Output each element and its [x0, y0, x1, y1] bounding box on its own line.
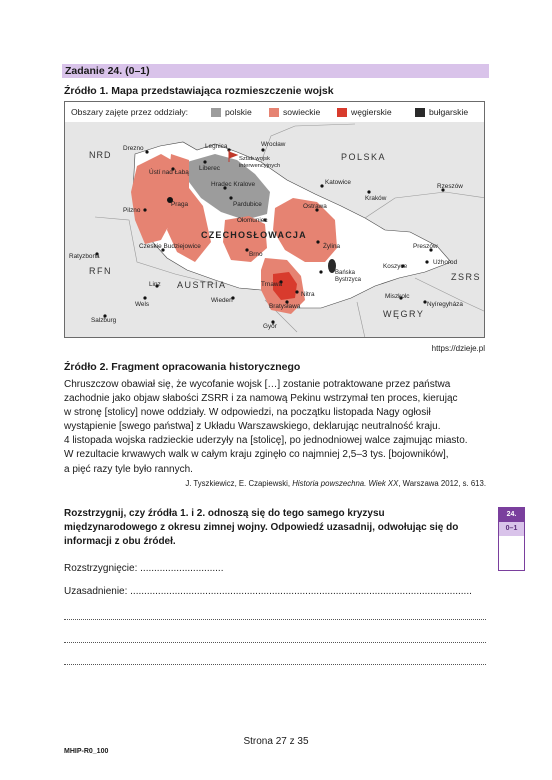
citation-rest: , Warszawa 2012, s. 613.: [398, 479, 486, 488]
source2-text: [64, 378, 488, 477]
city-label: Miszkolc: [385, 293, 410, 300]
city-label: Ratyzbona: [69, 253, 100, 260]
city-label: Győr: [263, 323, 277, 330]
legend-bulgarian: bułgarskie: [429, 107, 469, 117]
city-label: Praga: [171, 201, 189, 208]
city-label: Koszyce: [383, 263, 408, 270]
city-label: Hradec Kralove: [211, 181, 256, 188]
city-label: Pilzno: [123, 207, 141, 214]
city-label: Wels: [135, 301, 150, 308]
score-box: [498, 507, 525, 571]
country-label: POLSKA: [341, 152, 387, 162]
city-label: Nitra: [301, 291, 315, 298]
justification-field[interactable]: Uzasadnienie: ...........................................................................................................................: [64, 586, 472, 597]
city-label: Wiedeń: [211, 297, 233, 304]
city-label: Brno: [249, 251, 263, 258]
country-label: ZSRS: [451, 272, 482, 282]
text-line: a pięć razy tyle było rannych.: [64, 463, 193, 475]
text-line: w stronę [stolicy] nowe oddziały. W odpowiedzi, na początku listopada Nagy ogłosił: [64, 407, 431, 419]
legend-hungarian: węgierskie: [351, 107, 392, 117]
city-label: interwencyjnych: [239, 163, 281, 169]
city-label: Linz: [149, 281, 161, 288]
task-header: Zadanie 24. (0–1): [62, 64, 489, 78]
answer-dotted-line[interactable]: [64, 642, 486, 643]
troop-map: [64, 101, 485, 338]
text-line: 4 listopada wojska radzieckie uderzyły na [stolicę], po jednodniowej walce zajmując miasto.: [64, 435, 468, 447]
score-range: 0–1: [499, 522, 524, 536]
country-label: RFN: [89, 266, 112, 276]
answer-dotted-line[interactable]: [64, 619, 486, 620]
city-label: Preszów: [413, 243, 438, 250]
question-line: informacji z obu źródeł.: [64, 536, 176, 547]
country-label: NRD: [89, 150, 112, 160]
legend-title: Obszary zajęte przez oddziały:: [71, 107, 189, 117]
city-label: Liberec: [199, 165, 220, 172]
city-label: Czeskie Budziejowice: [139, 243, 201, 250]
source1-heading: Źródło 1. Mapa przedstawiająca rozmieszczenie wojsk: [64, 85, 334, 97]
source2-heading: Źródło 2. Fragment opracowania historycznego: [64, 361, 301, 373]
city-label: Drezno: [123, 145, 144, 152]
text-line: zachodnie jako objaw słabości ZSRR i za namową Pekinu wstrzymał ten proces, kierując: [64, 393, 458, 405]
source2-citation: [180, 479, 486, 488]
score-task-id: 24.: [499, 508, 524, 522]
decision-field[interactable]: Rozstrzygnięcie: ..............................: [64, 563, 224, 574]
country-label: AUSTRIA: [177, 280, 227, 290]
text-line: Chruszczow obawiał się, że wycofanie wojsk […] zostanie potraktowane przez państwa: [64, 379, 451, 390]
citation-title: Historia powszechna. Wiek XX: [292, 479, 399, 488]
city-label: Ołomuniec: [237, 217, 268, 224]
city-label: Trnawa: [261, 281, 283, 288]
city-label: Ostrawa: [303, 203, 327, 210]
city-label: Ústí nad Łabą: [149, 169, 189, 176]
country-label: CZECHOSŁOWACJA: [201, 230, 307, 240]
city-label: Wrocław: [261, 141, 286, 148]
question-line: Rozstrzygnij, czy źródła 1. i 2. odnoszą się do tego samego kryzysu: [64, 508, 385, 519]
city-label: Salzburg: [91, 317, 117, 324]
city-label: Żylina: [323, 243, 341, 250]
text-line: wystąpienie [swego państwa] z Układu Warszawskiego, deklarując neutralność kraju.: [64, 421, 441, 433]
city-label: Rzeszów: [437, 183, 463, 190]
country-label: WĘGRY: [383, 309, 425, 319]
page-number: Strona 27 z 35: [243, 736, 309, 747]
city-label: Legnica: [205, 143, 228, 150]
city-label: Nyíregyháza: [427, 301, 463, 308]
text-line: W rezultacie krwawych walk w całym kraju zginęło co najmniej 2,5–3 tys. [bojowników],: [64, 449, 449, 461]
city-label: Sztab wojsk: [239, 156, 270, 162]
legend-polish: polskie: [225, 107, 252, 117]
city-label: Bańska: [335, 270, 356, 276]
answer-dotted-line[interactable]: [64, 664, 486, 665]
image-credit: https://dzieje.pl: [431, 344, 485, 353]
exam-code: MHIP-R0_100: [64, 748, 109, 755]
legend-soviet: sowieckie: [283, 107, 321, 117]
city-label: Kraków: [365, 195, 387, 202]
city-label: Bystrzyca: [335, 277, 362, 283]
citation-authors: J. Tyszkiewicz, E. Czapiewski,: [185, 479, 293, 488]
city-label: Użhorod: [433, 259, 458, 266]
question-text: [64, 507, 489, 549]
city-label: Bratysława: [269, 303, 301, 310]
question-line: międzynarodowego z okresu zimnej wojny. Odpowiedź uzasadnij, odwołując się do: [64, 522, 459, 533]
city-label: Pardubice: [233, 201, 262, 208]
city-label: Katowice: [325, 179, 351, 186]
